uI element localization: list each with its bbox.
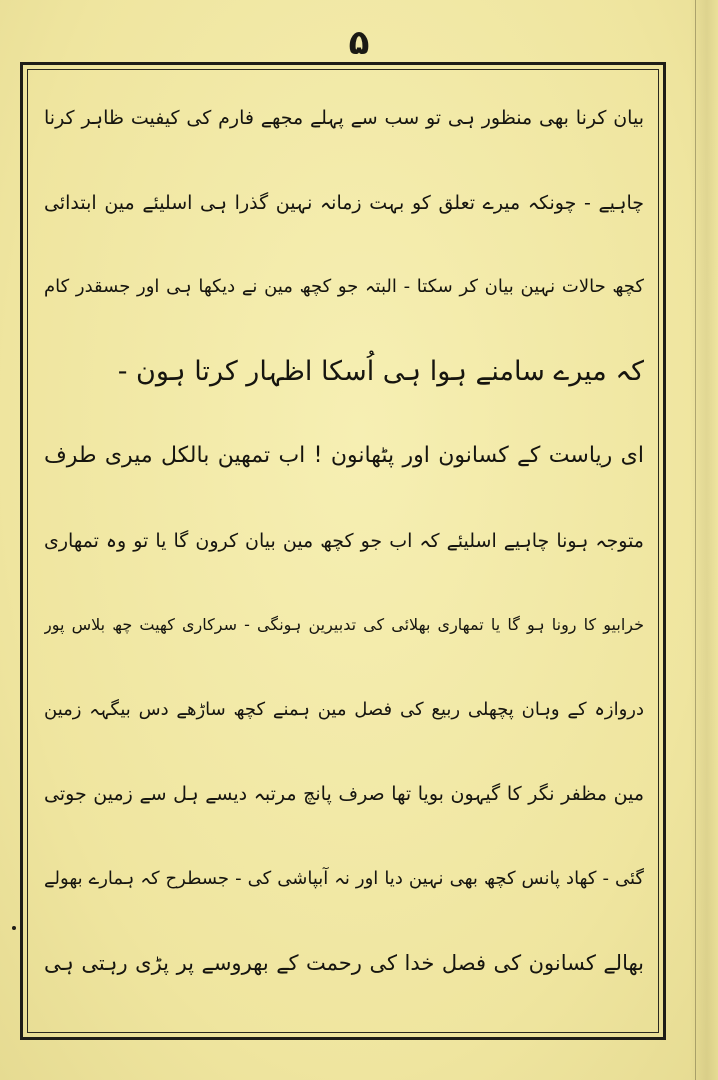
text-line-7: خرابیو کا رونا ہو گا یا تمھاری بھلائی کی تدبیرین ہونگی - سرکاری کھیت چھ بلاس پور — [44, 615, 644, 635]
page-number: ۵ — [348, 23, 370, 63]
text-line-8: دروازہ کے وہان پچھلی ربیع کی فصل مین ہمنے کچھ ساڑھے دس بیگہہ زمین — [44, 698, 644, 720]
text-line-1: بیان کرنا بھی منظور ہی تو سب سے پہلے مجھے فارم کی کیفیت ظاہر کرنا — [44, 107, 644, 130]
text-line-4: کہ میرے سامنے ہوا ہی اُسکا اظہار کرتا ہون - — [117, 355, 644, 387]
text-line-3: کچھ حالات نہین بیان کر سکتا - البتہ جو کچھ مین نے دیکھا ہی اور جسقدر کام — [44, 276, 644, 298]
text-line-6: متوجہ ہونا چاہیے اسلیئے کہ اب جو کچھ مین بیان کرون گا یا تو وہ تمھاری — [44, 529, 644, 552]
body-text — [44, 76, 644, 1006]
margin-dot — [12, 926, 16, 930]
text-line-5: ای ریاست کے کسانون اور پٹھانون ! اب تمھین بالکل میری طرف — [44, 443, 644, 469]
text-line-10: گئی - کھاد پانس کچھ بھی نہین دیا اور نہ آبپاشی کی - جسطرح کہ ہمارے بھولے — [44, 867, 644, 889]
text-line-11: بھالے کسانون کی فصل خدا کی رحمت کے بھروسے پر پڑی رہتی ہی — [44, 951, 644, 976]
page-edge-line — [695, 0, 696, 1080]
text-line-2: چاہیے - چونکہ میرے تعلق کو بہت زمانہ نہین گذرا ہی اسلیئے مین ابتدائی — [44, 191, 644, 214]
text-line-9: مین مظفر نگر کا گیہون بویا تھا صرف پانچ مرتبہ دیسے ہل سے زمین جوتی — [44, 783, 644, 806]
